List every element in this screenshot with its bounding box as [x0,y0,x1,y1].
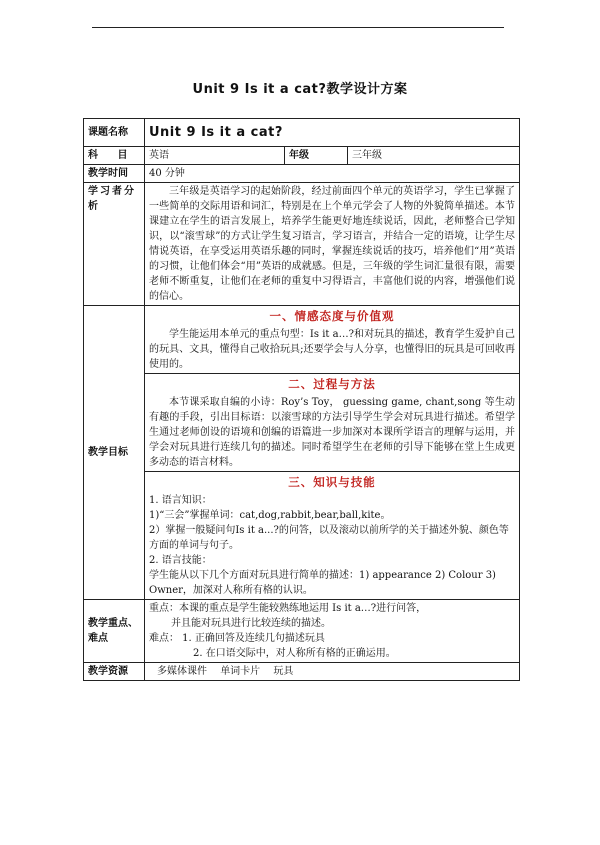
time-value: 40 分钟 [145,165,520,183]
row-lesson-name [84,119,520,147]
row-resources [84,663,520,681]
document-title: Unit 9 Is it a cat?教学设计方案 [192,82,408,97]
knowledge-line-2: 1)“三会”掌握单词：cat,dog,rabbit,bear,ball,kite。 [149,510,391,521]
goal-knowledge-cell [145,472,520,600]
section-heading-emotion: 一、情感态度与价值观 [269,309,395,323]
resource-item: 玩具 [273,666,294,677]
teaching-goals-label: 教学目标 [84,306,145,600]
row-focus-difficulty [84,600,520,663]
knowledge-line-4: 2. 语言技能： [149,555,212,566]
lesson-name-value: Unit 9 Is it a cat? [145,119,520,147]
subject-value: 英语 [145,147,285,165]
learner-analysis-cell [145,183,520,306]
section-emotion-text: 学生能运用本单元的重点句型：Is it a…?和对玩具的描述，教育学生爱护自己的玩具、文具，懂得自己收拾玩具;还要学会与人分享，也懂得旧的玩具是可回收再使用的。 [149,329,515,370]
resource-item: 多媒体课件 [157,666,207,677]
goal-process-cell [145,374,520,472]
knowledge-line-3: 2）掌握一般疑问句Is it a...?的问答，以及滚动以前所学的关于描述外貌、颜色等方面的单词与句子。 [149,525,509,551]
learner-analysis-text: 三年级是英语学习的起始阶段，经过前面四个单元的英语学习，学生已掌握了一些简单的交际用语和词汇，特别是在上个单元学会了人物的外貌简单描述。本节课建立在学生的语言发展上，培养学生能更好地连续说话，因此，老师整合已学知识，以“滚雪球”的方式让学生复习语言，学习语言，并结合一定的语境，让学生尽情说英语，在享受运用英语乐趣的同时，掌握连续说话的技巧，培养他们“用”英语的习惯，让他们体会“用”英语的成就感。但是，三年级的学生词汇量很有限，需要老师不断重复，让他们在老师的重复中习得语言，丰富他们说的内容，增强他们说的信心。 [149,186,515,302]
difficulty-line-1: 难点： 1. 正确回答及连续几句描述玩具 [149,633,325,644]
learner-analysis-label: 学习者分析 [84,183,145,306]
difficulty-line-2: 2. 在口语交际中，对人称所有格的正确运用。 [193,648,396,659]
resources-cell [145,663,520,681]
row-goal-knowledge [84,472,520,600]
header-rule [92,27,504,28]
lesson-name-label: 课题名称 [84,119,145,147]
knowledge-line-5: 学生能从以下几个方面对玩具进行简单的描述：1) appearance 2) Colour 3) Owner，加深对人称所有格的认识。 [149,570,496,596]
section-heading-process: 二、过程与方法 [288,377,376,391]
row-learner-analysis [84,183,520,306]
subject-label: 科 目 [84,147,145,165]
resources-label: 教学资源 [84,663,145,681]
section-heading-knowledge: 三、知识与技能 [288,475,376,489]
grade-label: 年级 [285,147,348,165]
grade-value: 三年级 [348,147,520,165]
lesson-plan-table [83,118,520,681]
row-subject [84,147,520,165]
knowledge-line-1: 1. 语言知识： [149,495,212,506]
focus-line-2: 并且能对玩具进行比较连续的描述。 [171,618,331,629]
row-goal-emotion [84,306,520,374]
focus-difficulty-label: 教学重点、难点 [84,600,145,663]
focus-line-1: 重点：本课的重点是学生能较熟练地运用 Is it a…?进行问答， [149,603,427,614]
time-label: 教学时间 [84,165,145,183]
goal-emotion-cell [145,306,520,374]
row-goal-process [84,374,520,472]
row-time [84,165,520,183]
resource-item: 单词卡片 [220,666,261,677]
focus-difficulty-cell [145,600,520,663]
section-process-text: 本节课采取自编的小诗：Roy’s Toy， guessing game, chant,song 等生动有趣的手段，引出目标语：以滚雪球的方法引导学生学会对玩具进行描述。希望学生通过老师创设的语境和创编的语篇进一步加深对本课所学语言的理解与运用，并学会对玩具进行连续几句的描述。同时希望学生在老师的引导下能够在堂上生成更多动态的语言材料。 [149,397,515,468]
